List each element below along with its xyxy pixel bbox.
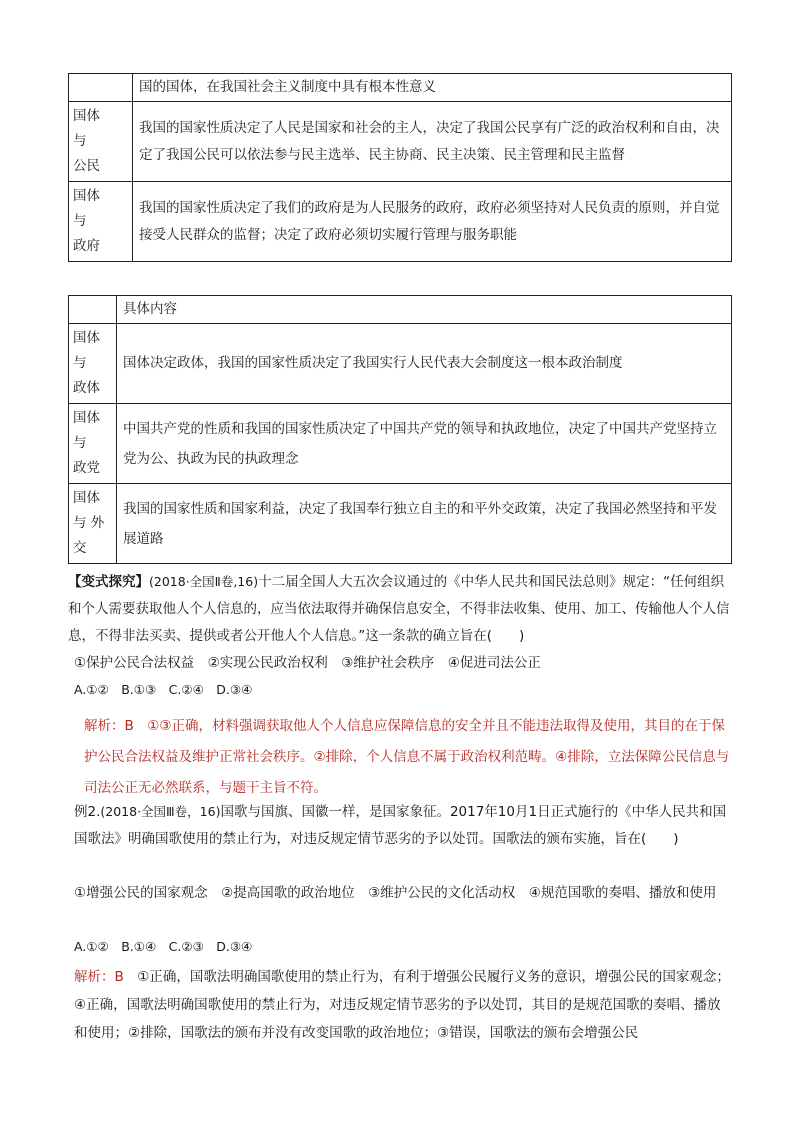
row-content: 我国的国家性质和国家利益，决定了我国奉行独立自主的和平外交政策，决定了我国必然坚持和平发展道路	[117, 484, 732, 564]
table-row	[69, 74, 732, 102]
row-label	[69, 74, 133, 102]
question-text: 国歌与国旗、国徽一样，是国家象征。2017年10月1日正式施行的《中华人民共和国国歌法》明确国歌使用的禁止行为，对违反规定情节恶劣的予以处罚。国歌法的颁布实施，旨在( )	[74, 804, 727, 847]
question-tag: 例2.	[74, 804, 101, 820]
table-header-row	[69, 296, 732, 324]
comparison-table-2	[68, 295, 732, 564]
row-content: 我国的国家性质决定了我们的政府是为人民服务的政府，政府必须坚持对人民负责的原则，并自觉接受人民群众的监督；决定了政府必须切实履行管理与服务职能	[133, 182, 732, 262]
row-content: 我国的国家性质决定了人民是国家和社会的主人，决定了我国公民享有广泛的政治权利和自由，决定了我国公民可以依法参与民主选举、民主协商、民主决策、民主管理和民主监督	[133, 102, 732, 182]
row-label: 国体 与 公民	[69, 102, 133, 182]
question-tag: 【变式探究】	[68, 574, 149, 590]
comparison-table-1	[68, 73, 732, 262]
analysis-text: ①正确，国歌法明确国歌使用的禁止行为，有利于增强公民履行义务的意识，增强公民的国家观念；④正确，国歌法明确国歌使用的禁止行为，对违反规定情节恶劣的予以处罚，其目的是规范国歌的奏唱、播放和使用；②排除，国歌法的颁布并没有改变国歌的政治地位；③错误，国歌法的颁布会增强公民	[74, 969, 730, 1041]
question-1-choices: A.①② B.①③ C.②④ D.③④	[74, 682, 253, 697]
question-source: (2018·全国Ⅱ卷,16)	[149, 574, 259, 589]
table-row	[69, 102, 732, 182]
question-text: 十二届全国人大五次会议通过的《中华人民共和国民法总则》规定：“任何组织和个人需要获取他人个人信息的，应当依法取得并确保信息安全，不得非法收集、使用、加工、传输他人个人信息，不得非法买卖、提供或者公开他人个人信息。”这一条款的确立旨在( )	[68, 574, 730, 644]
header-cell: 具体内容	[117, 296, 732, 324]
question-1-options: ①保护公民合法权益 ②实现公民政治权利 ③维护社会秩序 ④促进司法公正	[74, 655, 541, 671]
row-label: 国体 与 政党	[69, 404, 117, 484]
question-2-analysis	[74, 963, 734, 1047]
row-label: 国体 与 外 交	[69, 484, 117, 564]
table-row	[69, 484, 732, 564]
row-label: 国体 与 政府	[69, 182, 133, 262]
row-content: 国体决定政体，我国的国家性质决定了我国实行人民代表大会制度这一根本政治制度	[117, 324, 732, 404]
header-empty-cell	[69, 296, 117, 324]
question-source: (2018·全国Ⅲ卷，16)	[100, 804, 221, 819]
question-2-choices: A.①② B.①④ C.②③ D.③④	[74, 939, 253, 954]
question-1-analysis: 解析：B ①③正确，材料强调获取他人个人信息应保障信息的安全并且不能违法取得及使用，其目的在于保护公民合法权益及维护正常社会秩序。②排除，个人信息不属于政治权利范畴。④排除，立法保障公民信息与司法公正无必然联系，与题干主旨不符。	[84, 718, 730, 796]
table-row	[69, 324, 732, 404]
table-row	[69, 182, 732, 262]
analysis-prefix: 解析：B	[74, 969, 124, 985]
question-1-stem	[68, 568, 734, 650]
row-content: 国的国体，在我国社会主义制度中具有根本性意义	[133, 74, 732, 102]
question-2-stem	[74, 798, 734, 853]
row-label: 国体 与 政体	[69, 324, 117, 404]
table-row	[69, 404, 732, 484]
row-content: 中国共产党的性质和我国的国家性质决定了中国共产党的领导和执政地位，决定了中国共产党坚持立党为公、执政为民的执政理念	[117, 404, 732, 484]
question-2-options: ①增强公民的国家观念 ②提高国歌的政治地位 ③维护公民的文化活动权 ④规范国歌的奏唱、播放和使用	[74, 885, 717, 901]
